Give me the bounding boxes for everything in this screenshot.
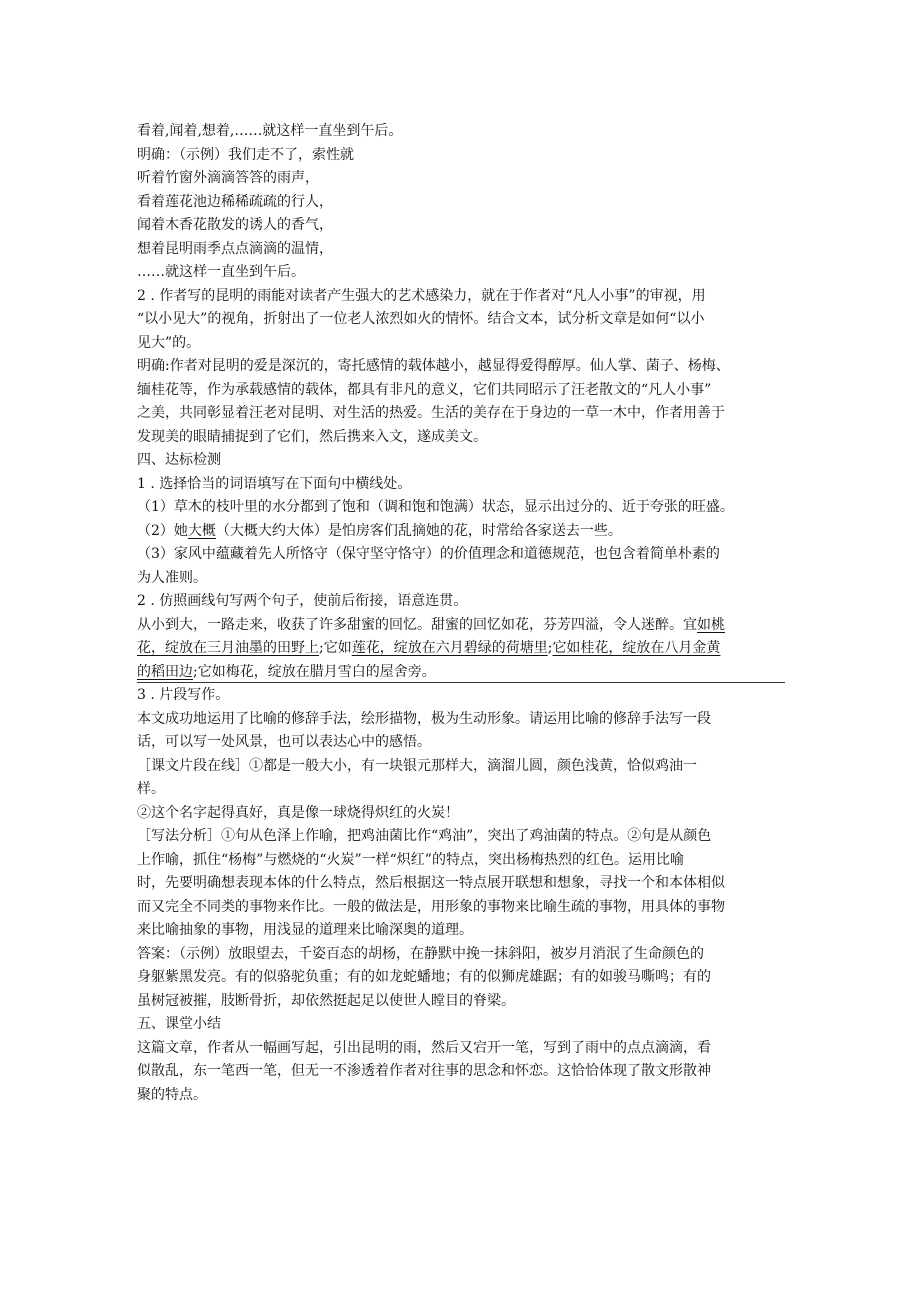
question-line: 3 . 片段写作。 [137, 687, 230, 703]
text-segment: （2）她 [137, 522, 188, 539]
underlined-text: 莲花，绽放在六月碧绿的荷塘里 [351, 640, 548, 656]
text-line: ［课文片段在线］①都是一般大小，有一块银元那样大，滴溜儿圆，颜色浅黄，恰似鸡油一 [137, 757, 697, 774]
text-line: 这篇文章，作者从一幅画写起，引出昆明的雨，然后又宕开一笔，写到了雨中的点点滴滴，看 [137, 1039, 711, 1056]
text-line: 样。 [137, 781, 165, 797]
text-line: 看着,闻着,想着,……就这样一直坐到午后。 [137, 123, 403, 139]
answer-line: 发现美的眼睛捕捉到了它们，然后携来入文，遂成美文。 [137, 428, 487, 445]
question-line: “以小见大”的视角，折射出了一位老人浓烈如火的情怀。结合文本，试分析文章是如何“以小 [137, 311, 705, 327]
answer-line: 答案：（示例）放眼望去，千姿百态的胡杨，在静默中挽一抹斜阳，被岁月消泯了生命颜色的 [137, 945, 704, 962]
section-heading: 五、课堂小结 [137, 1016, 221, 1032]
document-body [137, 120, 787, 1107]
text-line: （1）草木的枝叶里的水分都到了饱和（调和饱和饱满）状态，显示出过分的、近于夸张的旺盛。 [137, 499, 734, 515]
text-segment: ;它如梅花，绽放在腊月雪白的屋舍旁。 [193, 663, 436, 680]
text-line: （3）家风中蕴藏着先人所恪守（保守坚守恪守）的价值理念和道德规范，也包含着简单朴素的 [137, 546, 720, 562]
underlined-text: 如桃 [697, 616, 725, 633]
answer-line: 虽树冠被摧，肢断骨折，却依然挺起足以使世人瞠目的脊梁。 [137, 992, 515, 1009]
text-line: 上作喻，抓住“杨梅”与燃烧的“火炭”一样“炽红”的特点，突出杨梅热烈的红色。运用比喻 [137, 851, 684, 868]
text-segment: （大概大约大体）是怕房客们乱摘她的花，时常给各家送去一些。 [215, 522, 622, 539]
text-segment: ; [547, 640, 553, 656]
text-line: ［写法分析］①句从色泽上作喻，把鸡油菌比作“鸡油”，突出了鸡油菌的特点。②句是从颜色 [137, 828, 712, 844]
text-line: 为人准则。 [137, 569, 207, 586]
text-line: 话，可以写一处风景，也可以表达心中的感悟。 [137, 734, 431, 750]
underlined-text: 的稻田边 [137, 663, 193, 680]
text-line: 本文成功地运用了比喻的修辞手法，绘形描物，极为生动形象。请运用比喻的修辞手法写一段 [137, 710, 711, 727]
question-line: 见大”的。 [137, 334, 201, 351]
underlined-answer: 大概 [187, 522, 216, 539]
text-line: 来比喻抽象的事物，用浅显的道理来比喻深奥的道理。 [137, 922, 473, 938]
question-line: 2 . 作者写的昆明的雨能对读者产生强大的艺术感染力，就在于作者对“凡人小事”的审视，用 [137, 287, 706, 304]
answer-line: 身躯紫黑发亮。有的似骆驼负重；有的如龙蛇蟠地；有的似狮虎雄踞；有的如骏马嘶鸣；有的 [137, 969, 711, 985]
text-line [137, 614, 787, 638]
text-line [137, 520, 787, 544]
text-line: ②这个名字起得真好，真是像一球烧得炽红的火炭！ [137, 804, 459, 821]
text-line: 时，先要明确想表现本体的什么特点，然后根据这一特点展开联想和想象，寻找一个和本体相似 [137, 875, 725, 891]
text-line [137, 661, 787, 685]
text-line: 看着莲花池边稀稀疏疏的行人， [137, 193, 333, 210]
text-segment: 从小到大，一路走来，收获了许多甜蜜的回忆。甜蜜的回忆如花，芬芳四溢，令人迷醉。宜 [137, 616, 697, 633]
text-line: 聚的特点。 [137, 1086, 207, 1103]
text-line: 听着竹窗外滴滴答答的雨声， [137, 170, 319, 186]
text-line: ……就这样一直坐到午后。 [137, 264, 305, 280]
question-line: 1 . 选择恰当的词语填写在下面句中横线处。 [137, 475, 412, 492]
text-line: 想着昆明雨季点点滴滴的温情， [137, 240, 333, 257]
question-line: 2 . 仿照画线句写两个句子，使前后衔接，语意连贯。 [137, 593, 468, 609]
answer-line: 缅桂花等，作为承载感情的载体，都具有非凡的意义，它们共同昭示了汪老散文的“凡人小事” [137, 381, 712, 398]
answer-line: 明确：（示例）我们走不了，索性就 [137, 146, 354, 163]
answer-line: 明确:作者对昆明的爱是深沉的，寄托感情的载体越小，越显得爱得醇厚。仙人掌、菌子、杨梅、 [137, 358, 730, 374]
text-line [137, 637, 787, 661]
section-heading: 四、达标检测 [137, 452, 221, 468]
underlined-text: 它如桂花，绽放在八月金黄 [552, 640, 721, 656]
text-line: 闻着木香花散发的诱人的香气， [137, 217, 333, 233]
text-line: 似散乱，东一笔西一笔，但无一不渗透着作者对往事的思念和怀恋。这恰恰体现了散文形散神 [137, 1063, 711, 1079]
text-segment: ;它如 [319, 640, 352, 656]
text-line: 而又完全不同类的事物来作比。一般的做法是，用形象的事物来比喻生疏的事物，用具体的事物 [137, 898, 725, 915]
underlined-text: 花，绽放在三月油墨的田野上 [137, 640, 319, 656]
answer-line: 之美，共同彰显着汪老对昆明、对生活的热爱。生活的美存在于身边的一草一木中，作者用善于 [137, 405, 725, 421]
